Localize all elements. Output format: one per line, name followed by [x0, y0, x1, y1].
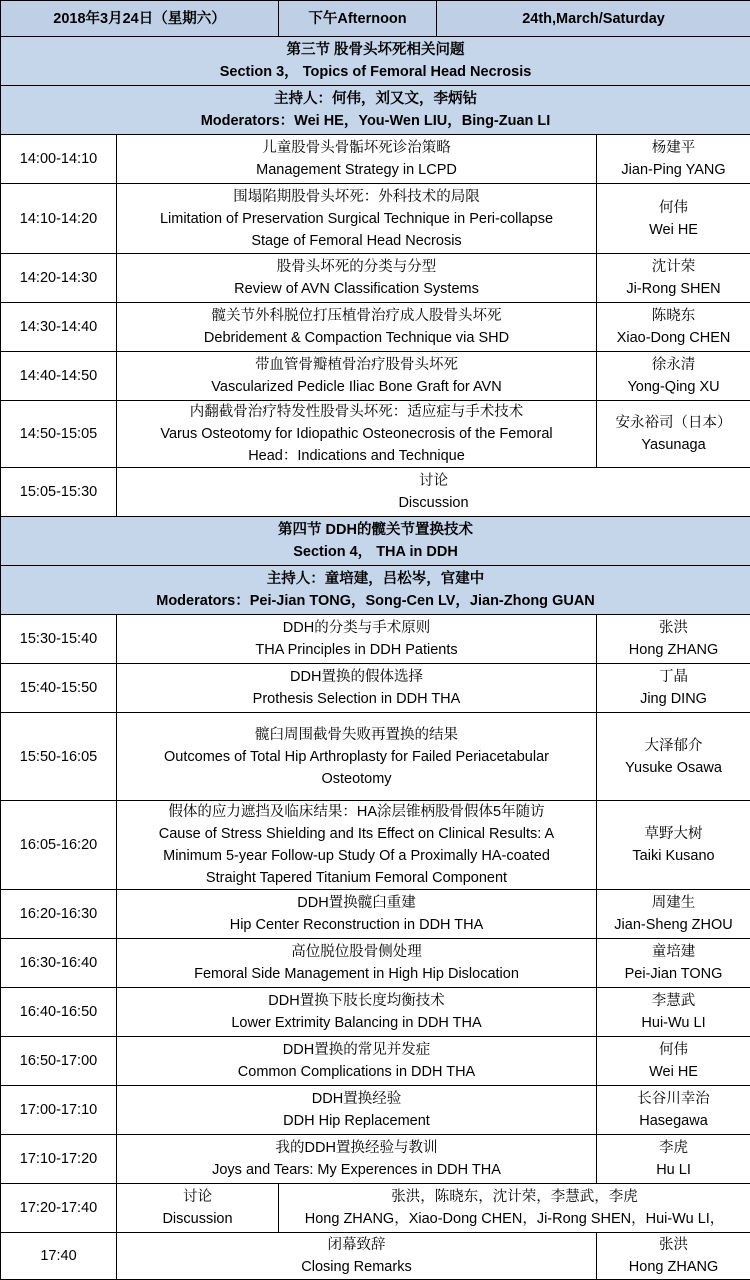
speaker-name-en: Wei HE — [649, 1064, 698, 1080]
panel-names-en: Hong ZHANG，Xiao-Dong CHEN，Ji-Rong SHEN，Hui-Wu LI， — [304, 1211, 725, 1227]
speaker-name-cn: 徐永清 — [651, 357, 696, 373]
talk-speaker — [597, 352, 750, 401]
speaker-name-en: Ji-Rong SHEN — [626, 281, 721, 297]
section3-moderators — [1, 86, 750, 135]
talk-title-cn: DDH的分类与手术原则 — [282, 620, 431, 636]
talk-row — [1, 1037, 750, 1086]
talk-title-en: Outcomes of Total Hip Arthroplasty for Failed Periacetabular — [164, 748, 549, 765]
talk-speaker — [597, 1135, 750, 1184]
speaker-name-cn: 何伟 — [659, 1042, 689, 1058]
talk-title — [117, 401, 597, 468]
header-row — [1, 1, 750, 37]
section3-title-en: Section 3， Topics of Femoral Head Necrosis — [219, 64, 532, 80]
talk-title — [117, 664, 597, 713]
talk-title-en: Hip Center Reconstruction in DDH THA — [229, 917, 484, 933]
talk-row — [1, 713, 750, 801]
talk-title-en: Lower Extrimity Balancing in DDH THA — [231, 1015, 482, 1031]
talk-time: 16:50-17:00 — [1, 1037, 117, 1086]
header-date: 2018年3月24日（星期六） — [1, 1, 279, 37]
section4-title-row — [1, 517, 750, 566]
talk-row — [1, 615, 750, 664]
talk-speaker — [597, 664, 750, 713]
closing-title-en: Closing Remarks — [301, 1259, 412, 1275]
talk-title — [117, 890, 597, 939]
talk-speaker — [597, 615, 750, 664]
section3-moderators-row — [1, 86, 750, 135]
section4-moderators-cn: 主持人：童培建，吕松岑，官建中 — [266, 571, 485, 587]
talk-title-cn: DDH置换髋臼重建 — [297, 895, 416, 911]
speaker-name-cn: 何伟 — [659, 199, 689, 216]
speaker-name-en: Taiki Kusano — [632, 848, 715, 864]
talk-title-cn: DDH置换的常见并发症 — [282, 1042, 431, 1058]
closing-title-cn: 闭幕致辞 — [327, 1237, 386, 1253]
talk-title — [117, 615, 597, 664]
talk-speaker — [597, 801, 750, 890]
speaker-name-cn: 李虎 — [659, 1140, 689, 1156]
talk-title-en: Straight Tapered Titanium Femoral Component — [205, 870, 508, 886]
talk-row — [1, 184, 750, 254]
talk-title-en: Debridement & Compaction Technique via SHD — [203, 330, 510, 346]
talk-title — [117, 988, 597, 1037]
section4-title — [1, 517, 750, 566]
talk-time: 17:10-17:20 — [1, 1135, 117, 1184]
speaker-name-cn: 陈晓东 — [651, 308, 696, 324]
speaker-name-en: Wei HE — [649, 221, 698, 238]
talk-title-en: DDH Hip Replacement — [283, 1113, 430, 1129]
talk-row — [1, 352, 750, 401]
speaker-name-cn: 童培建 — [651, 944, 696, 960]
talk-time: 15:30-15:40 — [1, 615, 117, 664]
talk-row — [1, 988, 750, 1037]
talk-title-en: Management Strategy in LCPD — [256, 162, 457, 178]
section4-moderators-en: Moderators：Pei-Jian TONG，Song-Cen LV，Jian-Zhong GUAN — [156, 593, 595, 609]
talk-title-en: Cause of Stress Shielding and Its Effect on Clinical Results: A — [158, 826, 555, 842]
closing-title — [117, 1233, 597, 1280]
discussion-time: 15:05-15:30 — [1, 468, 117, 517]
talk-speaker — [597, 254, 750, 303]
talk-speaker — [597, 1037, 750, 1086]
speaker-name-en: Jian-Sheng ZHOU — [614, 917, 733, 933]
discussion-time: 17:20-17:40 — [1, 1184, 117, 1233]
talk-speaker — [597, 1086, 750, 1135]
talk-time: 15:50-16:05 — [1, 713, 117, 801]
section4-title-cn: 第四节 DDH的髋关节置换技术 — [278, 522, 473, 538]
talk-row — [1, 664, 750, 713]
discussion-row — [1, 1184, 750, 1233]
talk-row — [1, 890, 750, 939]
talk-speaker — [597, 135, 750, 184]
speaker-name-cn: 安永裕司（日本） — [615, 415, 732, 431]
talk-title — [117, 254, 597, 303]
talk-title-cn: DDH置换的假体选择 — [290, 669, 423, 685]
discussion-row — [1, 468, 750, 517]
talk-title-en: Limitation of Preservation Surgical Technique in Peri-collapse — [159, 210, 554, 227]
talk-title-en: Osteotomy — [321, 770, 392, 787]
talk-row — [1, 254, 750, 303]
talk-time: 16:30-16:40 — [1, 939, 117, 988]
speaker-name-cn: 张洪 — [659, 1237, 689, 1253]
header-date-en: 24th,March/Saturday — [437, 1, 750, 37]
talk-title-cn: 儿童股骨头骨骺坏死诊治策略 — [262, 140, 451, 156]
section3-title-row — [1, 37, 750, 86]
talk-title — [117, 135, 597, 184]
talk-title-cn: 股骨头坏死的分类与分型 — [276, 259, 437, 275]
talk-title-en: Head：Indications and Technique — [248, 448, 465, 464]
closing-time: 17:40 — [1, 1233, 117, 1280]
talk-title — [117, 184, 597, 254]
speaker-name-en: Pei-Jian TONG — [624, 966, 723, 982]
section3-moderators-cn: 主持人：何伟，刘又文，李炳钻 — [274, 91, 478, 107]
talk-title — [117, 1037, 597, 1086]
talk-time: 14:00-14:10 — [1, 135, 117, 184]
talk-row — [1, 1135, 750, 1184]
speaker-name-cn: 草野大树 — [644, 826, 703, 842]
talk-speaker — [597, 988, 750, 1037]
section4-title-en: Section 4， THA in DDH — [293, 544, 458, 560]
talk-title — [117, 713, 597, 801]
speaker-name-cn: 沈计荣 — [651, 259, 696, 275]
talk-title-en: Femoral Side Management in High Hip Dislocation — [194, 966, 519, 982]
closing-row — [1, 1233, 750, 1280]
section3-title — [1, 37, 750, 86]
talk-title-cn: DDH置换下肢长度均衡技术 — [268, 993, 445, 1009]
discussion-panel — [279, 1184, 750, 1233]
talk-title-en: Prothesis Selection in DDH THA — [252, 691, 461, 707]
section4-moderators-row — [1, 566, 750, 615]
speaker-name-en: Jian-Ping YANG — [621, 162, 726, 178]
speaker-name-en: Yong-Qing XU — [627, 379, 720, 395]
talk-title-cn: 带血管骨瓣植骨治疗股骨头坏死 — [255, 357, 458, 373]
talk-title-cn: 围塌陷期股骨头坏死：外科技术的局限 — [233, 188, 480, 205]
speaker-name-cn: 张洪 — [659, 620, 689, 636]
section3-moderators-en: Moderators：Wei HE，You-Wen LIU，Bing-Zuan LI — [200, 113, 551, 129]
talk-time: 15:40-15:50 — [1, 664, 117, 713]
talk-time: 14:30-14:40 — [1, 303, 117, 352]
speaker-name-cn: 丁晶 — [659, 669, 689, 685]
talk-title-en: Varus Osteotomy for Idiopathic Osteonecrosis of the Femoral — [160, 426, 553, 442]
talk-speaker — [597, 401, 750, 468]
talk-row — [1, 1086, 750, 1135]
discussion-en: Discussion — [162, 1211, 233, 1227]
talk-title — [117, 303, 597, 352]
speaker-name-en: Yusuke Osawa — [625, 759, 722, 776]
talk-title-cn: DDH置换经验 — [311, 1091, 402, 1107]
discussion-cn: 讨论 — [183, 1189, 212, 1205]
talk-speaker — [597, 303, 750, 352]
speaker-name-cn: 周建生 — [651, 895, 696, 911]
speaker-name-cn: 长谷川幸治 — [637, 1091, 710, 1107]
talk-row — [1, 303, 750, 352]
header-session: 下午Afternoon — [279, 1, 437, 37]
speaker-name-cn: 大泽郁介 — [644, 737, 703, 754]
talk-title-cn: 假体的应力遮挡及临床结果：HA涂层锥柄股骨假体5年随访 — [168, 804, 545, 820]
talk-title — [117, 801, 597, 890]
discussion-cn: 讨论 — [419, 473, 449, 489]
talk-title — [117, 352, 597, 401]
talk-title-en: Common Complications in DDH THA — [237, 1064, 476, 1080]
talk-time: 14:10-14:20 — [1, 184, 117, 254]
talk-title-en: Minimum 5-year Follow-up Study Of a Proximally HA-coated — [163, 848, 550, 864]
closing-speaker — [597, 1233, 750, 1280]
speaker-name-en: Yasunaga — [641, 437, 706, 453]
talk-row — [1, 939, 750, 988]
talk-time: 14:20-14:30 — [1, 254, 117, 303]
speaker-name-en: Hong ZHANG — [628, 642, 719, 658]
speaker-name-cn: 李慧武 — [651, 993, 696, 1009]
talk-title — [117, 1135, 597, 1184]
talk-title-en: Review of AVN Classification Systems — [234, 281, 479, 297]
talk-time: 14:50-15:05 — [1, 401, 117, 468]
speaker-name-en: Hu LI — [656, 1162, 691, 1178]
discussion-cell — [117, 468, 750, 517]
talk-speaker — [597, 713, 750, 801]
speaker-name-cn: 杨建平 — [651, 140, 696, 156]
talk-title — [117, 939, 597, 988]
talk-time: 16:40-16:50 — [1, 988, 117, 1037]
speaker-name-en: Xiao-Dong CHEN — [616, 330, 731, 346]
discussion-en: Discussion — [398, 495, 469, 511]
talk-row — [1, 801, 750, 890]
talk-title-cn: 内翻截骨治疗特发性股骨头坏死：适应症与手术技术 — [189, 404, 524, 420]
talk-title-en: Stage of Femoral Head Necrosis — [251, 232, 462, 249]
talk-title-en: THA Principles in DDH Patients — [255, 642, 458, 658]
discussion-cell — [117, 1184, 279, 1233]
talk-time: 14:40-14:50 — [1, 352, 117, 401]
talk-time: 17:00-17:10 — [1, 1086, 117, 1135]
speaker-name-en: Jing DING — [640, 691, 707, 707]
talk-speaker — [597, 939, 750, 988]
panel-names-cn: 张洪，陈晓东，沈计荣，李慧武，李虎 — [391, 1189, 638, 1205]
talk-title-cn: 髋关节外科脱位打压植骨治疗成人股骨头坏死 — [211, 308, 502, 324]
talk-title-en: Joys and Tears: My Experences in DDH THA — [212, 1162, 501, 1178]
speaker-name-en: Hasegawa — [639, 1113, 708, 1129]
talk-title-cn: 我的DDH置换经验与教训 — [275, 1140, 438, 1156]
talk-time: 16:20-16:30 — [1, 890, 117, 939]
talk-speaker — [597, 184, 750, 254]
section4-moderators — [1, 566, 750, 615]
speaker-name-en: Hong ZHANG — [628, 1259, 719, 1275]
talk-row — [1, 401, 750, 468]
talk-time: 16:05-16:20 — [1, 801, 117, 890]
section3-title-cn: 第三节 股骨头坏死相关问题 — [286, 42, 465, 58]
talk-title-cn: 高位脱位股骨侧处理 — [291, 944, 422, 960]
talk-title-cn: 髋臼周围截骨失败再置换的结果 — [255, 726, 458, 743]
talk-title-en: Vascularized Pedicle Iliac Bone Graft for AVN — [211, 379, 502, 395]
speaker-name-en: Hui-Wu LI — [641, 1015, 706, 1031]
talk-speaker — [597, 890, 750, 939]
talk-row — [1, 135, 750, 184]
talk-title — [117, 1086, 597, 1135]
